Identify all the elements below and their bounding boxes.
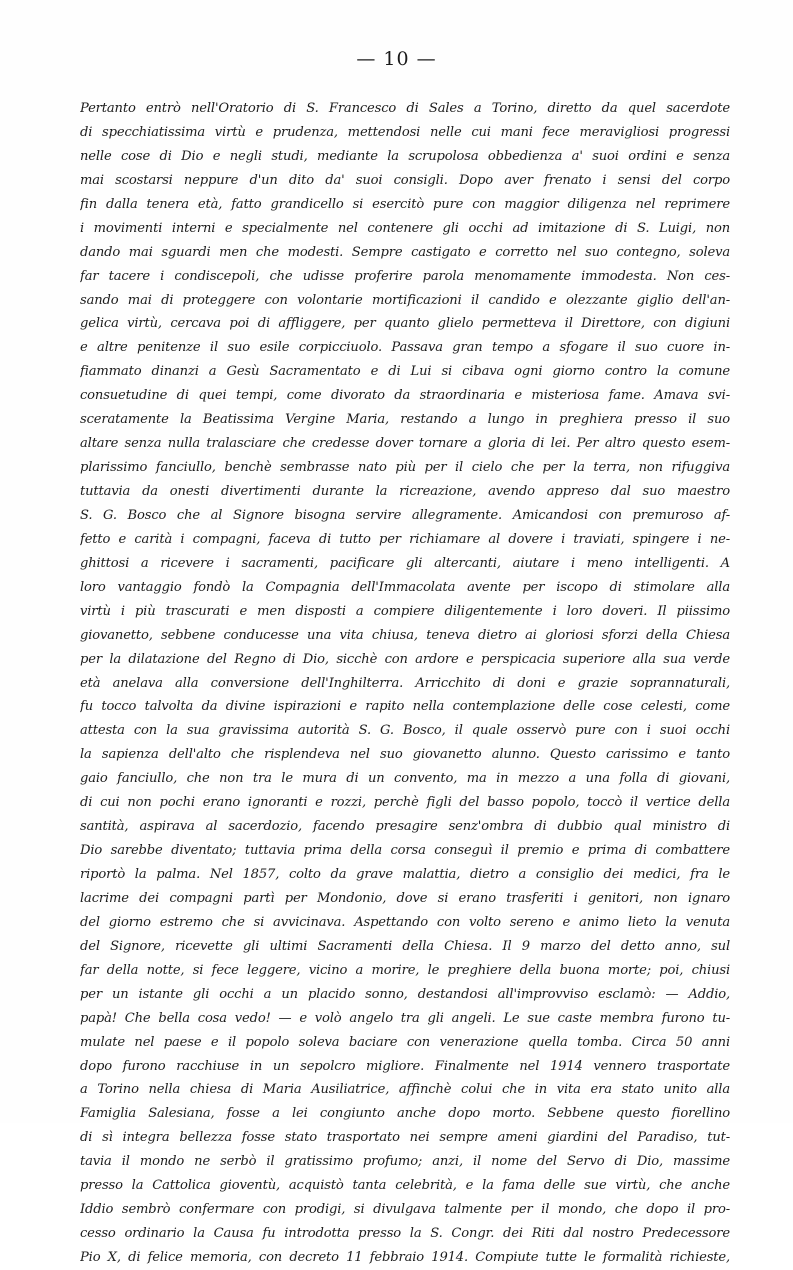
text-line: mai scostarsi neppure d'un dito da' suoi consigli. Dopo aver frenato i sensi del corpo	[80, 172, 730, 188]
text-line: di specchiatissima virtù e prudenza, mettendosi nelle cui mani fece meravigliosi progressi	[80, 124, 730, 140]
text-line: papà! Che bella cosa vedo! — e volò angelo tra gli angeli. Le sue caste membra furono tu-	[80, 1010, 730, 1026]
text-line: fin dalla tenera età, fatto grandicello si esercitò pure con maggior diligenza nel reprimere	[80, 196, 730, 212]
text-line: per la dilatazione del Regno di Dio, sicchè con ardore e perspicacia superiore alla sua verde	[80, 651, 730, 667]
text-line: Pio X, di felice memoria, con decreto 11 febbraio 1914. Compiute tutte le formalità richieste,	[80, 1250, 730, 1265]
text-line: riportò la palma. Nel 1857, colto da grave malattia, dietro a consiglio dei medici, fra le	[80, 867, 730, 882]
text-line: attesta con la sua gravissima autorità S. G. Bosco, il quale osservò pure con i suoi occhi	[80, 723, 730, 739]
text-line: virtù i più trascurati e men disposti a compiere diligentemente i loro doveri. Il piissimo	[80, 603, 730, 619]
text-line: lacrime dei compagni partì per Mondonio, dove si erano trasferiti i genitori, non ignaro	[80, 890, 730, 906]
text-line: Famiglia Salesiana, fosse a lei congiunto anche dopo morto. Sebbene questo fiorellino	[80, 1106, 730, 1122]
text-line: dando mai sguardi men che modesti. Sempre castigato e corretto nel suo contegno, soleva	[80, 244, 730, 260]
text-line: del Signore, ricevette gli ultimi Sacramenti della Chiesa. Il 9 marzo del detto anno, sul	[80, 938, 730, 954]
text-line: di cui non pochi erano ignoranti e rozzi, perchè figli del basso popolo, toccò il vertice della	[80, 795, 730, 811]
text-line: consuetudine di quei tempi, come divorato da straordinaria e misteriosa fame. Amava svi-	[80, 388, 730, 404]
text-line: loro vantaggio fondò la Compagnia dell'Immacolata avente per iscopo di stimolare alla	[80, 579, 730, 595]
text-line: ghittosi a ricevere i sacramenti, pacificare gli altercanti, aiutare i meno intelligenti. A	[80, 555, 730, 571]
text-line: tavia il mondo ne serbò il gratissimo profumo; anzi, il nome del Servo di Dio, massime	[80, 1154, 730, 1170]
body-text	[80, 97, 730, 1270]
text-line: mulate nel paese e il popolo soleva baciare con venerazione quella tomba. Circa 50 anni	[80, 1034, 730, 1050]
text-line: la sapienza dell'alto che risplendeva nel suo giovanetto alunno. Questo carissimo e tanto	[80, 747, 730, 763]
text-line: altare senza nulla tralasciare che credesse dover tornare a gloria di lei. Per altro questo esem-	[80, 436, 730, 452]
text-line: fiammato dinanzi a Gesù Sacramentato e di Lui si cibava ogni giorno contro la comune	[80, 364, 730, 380]
text-line: far della notte, si fece leggere, vicino a morire, le preghiere della buona morte; poi, chiusi	[80, 962, 730, 978]
text-line: fetto e carità i compagni, faceva di tutto per richiamare al dovere i traviati, spingere i ne-	[80, 531, 730, 547]
text-line: presso la Cattolica gioventù, acquistò tanta celebrità, e la fama delle sue virtù, che anche	[80, 1178, 730, 1194]
text-line: Pertanto entrò nell'Oratorio di S. Francesco di Sales a Torino, diretto da quel sacerdote	[80, 101, 730, 116]
text-line: i movimenti interni e specialmente nel contenere gli occhi ad imitazione di S. Luigi, non	[80, 220, 730, 236]
text-line: età anelava alla conversione dell'Inghilterra. Arricchito di doni e grazie soprannaturali,	[80, 675, 730, 691]
text-line: Dio sarebbe diventato; tuttavia prima della corsa conseguì il premio e prima di combattere	[80, 843, 730, 859]
text-line: far tacere i condiscepoli, che udisse proferire parola menomamente immodesta. Non ces-	[80, 268, 730, 284]
text-line: tuttavia da onesti divertimenti durante la ricreazione, avendo appreso dal suo maestro	[80, 484, 730, 499]
text-line: dopo furono racchiuse in un sepolcro migliore. Finalmente nel 1914 vennero trasportate	[80, 1058, 730, 1074]
text-line: e altre penitenze il suo esile corpicciuolo. Passava gran tempo a sfogare il suo cuore in-	[80, 340, 730, 356]
text-line: a Torino nella chiesa di Maria Ausiliatrice, affinchè colui che in vita era stato unito alla	[80, 1082, 730, 1098]
text-line: gaio fanciullo, che non tra le mura di un convento, ma in mezzo a una folla di giovani,	[80, 771, 730, 787]
text-line: plarissimo fanciullo, benchè sembrasse nato più per il cielo che per la terra, non rifuggiva	[80, 460, 730, 476]
text-line: di sì integra bellezza fosse stato trasportato nei sempre ameni giardini del Paradiso, tut-	[80, 1130, 730, 1146]
text-line: giovanetto, sebbene conducesse una vita chiusa, teneva dietro ai gloriosi sforzi della Chiesa	[80, 627, 730, 643]
text-line: S. G. Bosco che al Signore bisogna servire allegramente. Amicandosi con premuroso af-	[80, 507, 730, 523]
text-line: santità, aspirava al sacerdozio, facendo presagire senz'ombra di dubbio qual ministro di	[80, 819, 730, 835]
text-line: sando mai di proteggere con volontarie mortificazioni il candido e olezzante giglio dell'an-	[80, 292, 730, 308]
text-line: per un istante gli occhi a un placido sonno, destandosi all'improvviso esclamò: — Addio,	[80, 986, 730, 1002]
text-line: cesso ordinario la Causa fu introdotta presso la S. Congr. dei Riti dal nostro Predecessore	[80, 1226, 730, 1242]
text-line: sceratamente la Beatissima Vergine Maria, restando a lungo in preghiera presso il suo	[80, 412, 730, 428]
text-line: del giorno estremo che si avvicinava. Aspettando con volto sereno e animo lieto la venuta	[80, 914, 730, 930]
page-number: — 10 —	[356, 48, 437, 70]
text-line: fu tocco talvolta da divine ispirazioni e rapito nella contemplazione delle cose celesti, come	[80, 699, 730, 715]
text-line: nelle cose di Dio e negli studi, mediante la scrupolosa obbedienza a' suoi ordini e senza	[80, 148, 730, 164]
text-line: gelica virtù, cercava poi di affliggere, per quanto glielo permetteva il Direttore, con digiuni	[80, 316, 730, 332]
text-line: Iddio sembrò confermare con prodigi, si divulgava talmente per il mondo, che dopo il pro-	[80, 1202, 730, 1218]
